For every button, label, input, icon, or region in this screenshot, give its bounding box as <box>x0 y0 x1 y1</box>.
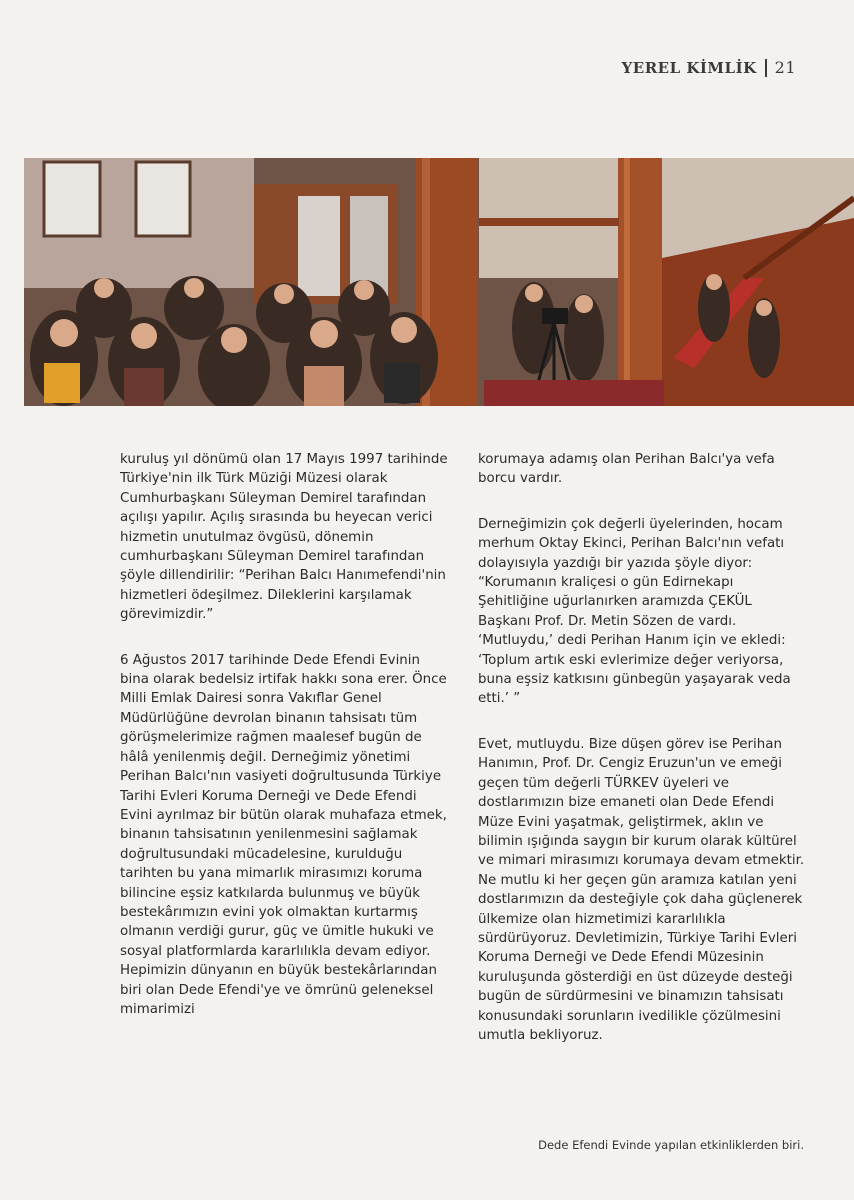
paragraph: Evet, mutluydu. Bize düşen görev ise Perihan Hanımın, Prof. Dr. Cengiz Eruzun'un ve emeği geçen tüm değerli TÜRKEV üyeleri ve dostlarımızın bize emaneti olan Dede Efendi Müze Evini yaşatmak, geliştirmek, aklın ve bilimin ışığında saygın bir kurum olarak kültürel ve mimari mirasımızı korumaya devam etmektir. Ne mutlu ki her geçen gün aramıza katılan yeni dostlarımızın da desteğiyle çok daha güçlenerek ülkemize olan hizmetimizi kararlılıkla sürdürüyoruz. Devletimizin, Türkiye Tarihi Evleri Koruma Derneği ve Dede Efendi Müzesinin kuruluşunda gösterdiği en üst düzeyde desteği bugün de sürdürmesini ve binamızın tahsisatı konusundaki sorunların ivedilikle çözülmesini umutla bekliyoruz. <box>478 736 805 1043</box>
right-column <box>478 450 808 1071</box>
section-title: YEREL KİMLİK <box>621 58 757 77</box>
event-photo <box>24 158 854 406</box>
photo-caption: Dede Efendi Evinde yapılan etkinliklerden biri. <box>538 1138 804 1152</box>
paragraph: Derneğimizin çok değerli üyelerinden, hocam merhum Oktay Ekinci, Perihan Balcı'nın vefatı dolayısıyla yazdığı bir yazıda şöyle diyor: “Korumanın kraliçesi o gün Edirnekapı Şehitliğine uğurlanırken aramızda ÇEKÜL Başkanı Prof. Dr. Metin Sözen de vardı. ‘Mutluydu,’ dedi Perihan Hanım için ve ekledi: ‘Toplum artık eski evlerimize değer veriyorsa, buna eşsiz katkısını günbegün yaşayarak veda etti.’ ” <box>478 516 791 707</box>
page-number: 21 <box>774 58 796 77</box>
running-header <box>622 58 796 77</box>
paragraph: korumaya adamış olan Perihan Balcı'ya vefa borcu vardır. <box>478 452 775 487</box>
header-divider <box>765 59 767 77</box>
paragraph: kuruluş yıl dönümü olan 17 Mayıs 1997 tarihinde Türkiye'nin ilk Türk Müziği Müzesi olarak Cumhurbaşkanı Süleyman Demirel tarafından açılışı yapılır. Açılış sırasında bu heyecan verici hizmetin unutulmaz övgüsü, dönemin cumhurbaşkanı Süleyman Demirel tarafından şöyle dillendirilir: “Perihan Balcı Hanımefendi'nin hizmetleri ödeşilmez. Dileklerini karşılamak görevimizdir.” <box>120 452 448 623</box>
left-column <box>120 450 450 1045</box>
paragraph: 6 Ağustos 2017 tarihinde Dede Efendi Evinin bina olarak bedelsiz irtifak hakkı sona erer. Önce Milli Emlak Dairesi sonra Vakıflar Genel Müdürlüğüne devrolan binanın tahsisatı tüm görüşmelerimize rağmen maalesef bugün de hâlâ yenilenmiş değil. Derneğimiz yönetimi Perihan Balcı'nın vasiyeti doğrultusunda Türkiye Tarihi Evleri Koruma Derneği ve Dede Efendi Evini ayrılmaz bir bütün olarak muhafaza etmek, binanın tahsisatının yenilenmesini sağlamak doğrultusundaki mücadelesine, kurulduğu tarihten bu yana mimarlık mirasımızı koruma bilincine eşsiz katkılarda bulunmuş ve büyük bestekârımızın evini yok olmaktan kurtarmış olmanın verdiği gurur, güç ve ümitle hukuki ve sosyal platformlarda kararlılıkla devam ediyor. Hepimizin dünyanın en büyük bestekârlarından biri olan Dede Efendi'ye ve ömrünü geleneksel mimarimizi <box>120 652 447 1017</box>
